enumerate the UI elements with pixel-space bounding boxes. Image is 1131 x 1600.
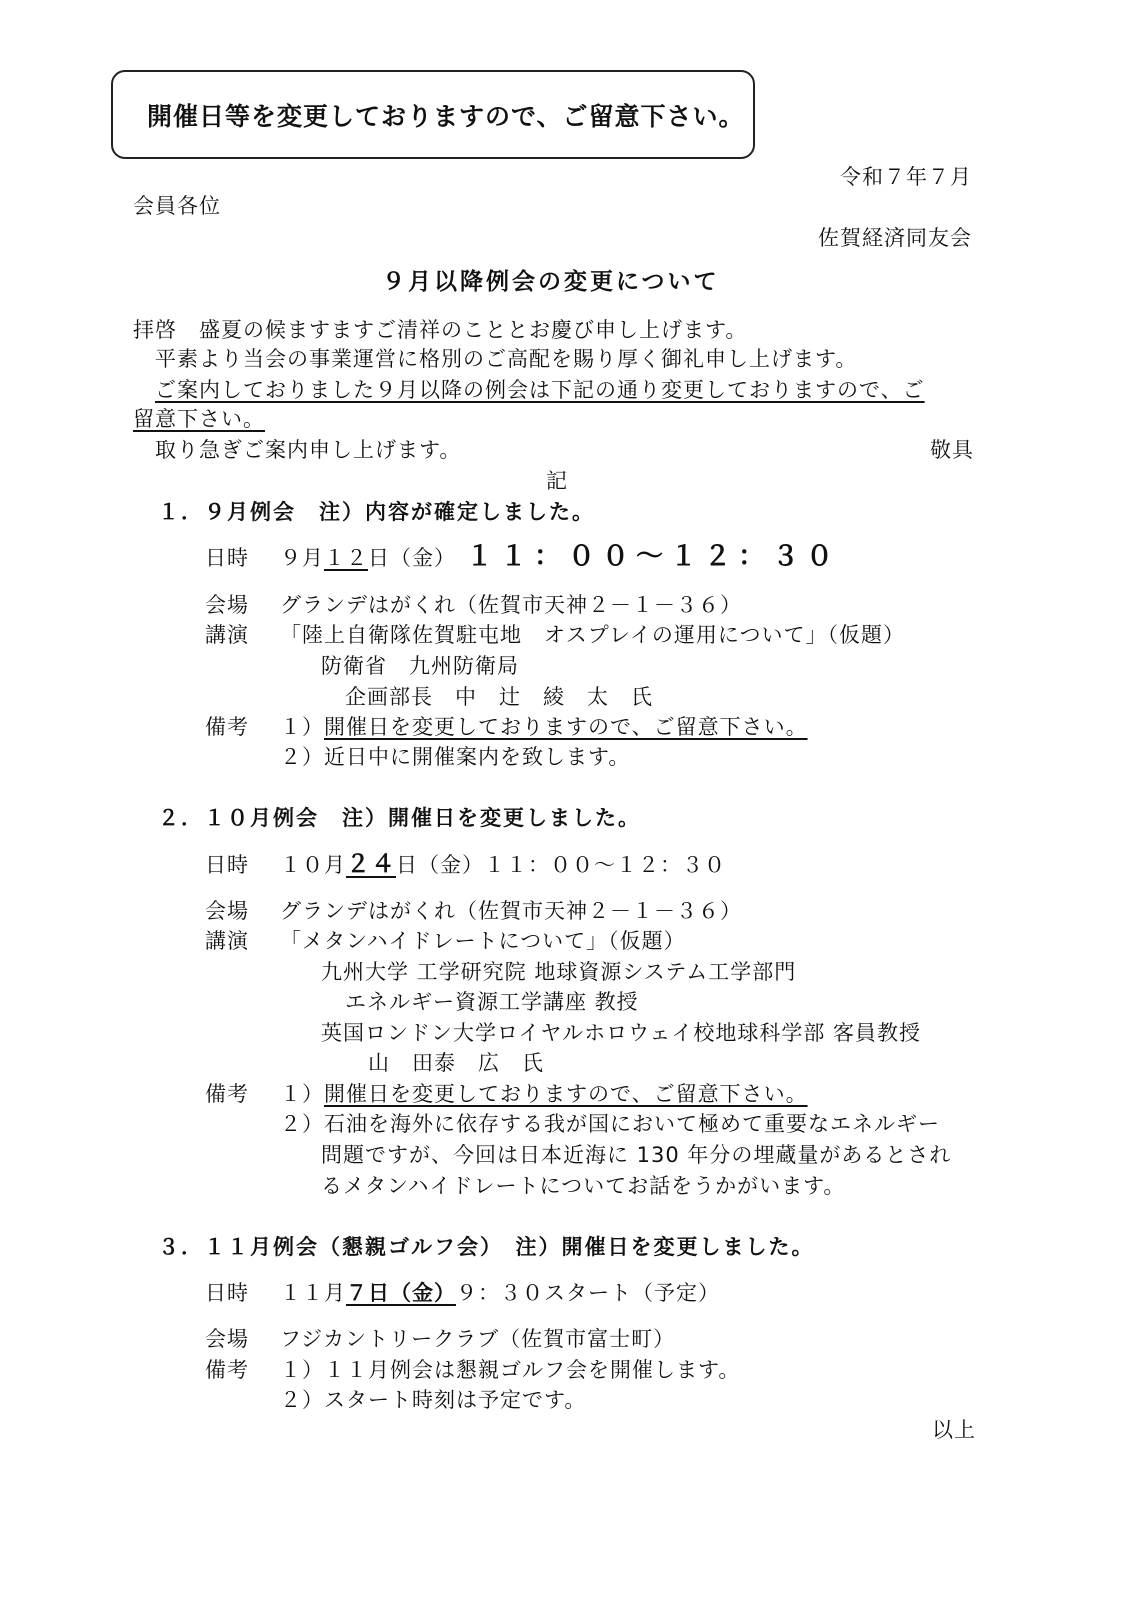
speaker-org-2: エネルギー資源工学講座 教授 <box>345 990 639 1014</box>
section-1-heading: １．９月例会 注）内容が確定しました。 <box>158 500 595 524</box>
intro-line-4: 留意下さい。 <box>133 407 265 431</box>
notice-box: 開催日等を変更しておりますので、ご留意下さい。 <box>111 70 755 159</box>
lecture-label: 講演 <box>205 929 249 953</box>
remarks-label: 備考 <box>205 1358 249 1382</box>
lecture-label: 講演 <box>205 623 249 647</box>
date-prefix: １１月 <box>280 1281 346 1305</box>
sender: 佐賀経済同友会 <box>818 226 972 250</box>
venue-label: 会場 <box>205 899 249 923</box>
time-range: １１：００～１２：３０ <box>466 541 840 572</box>
remark-text: 開催日を変更しておりますので、ご留意下さい。 <box>324 715 808 739</box>
datetime-label: 日時 <box>205 1281 249 1305</box>
section-1-venue <box>205 591 742 619</box>
remark-text: １）１１月例会は懇親ゴルフ会を開催します。 <box>280 1358 741 1382</box>
section-2-remark-2a: ２）石油を海外に依存する我が国において極めて重要なエネルギー <box>280 1112 940 1136</box>
remarks-label: 備考 <box>205 715 249 739</box>
section-2-heading: ２．１０月例会 注）開催日を変更しました。 <box>158 806 641 830</box>
venue-text: フジカントリークラブ（佐賀市富士町） <box>280 1327 676 1351</box>
section-1-lecture <box>205 621 905 649</box>
section-3-datetime <box>205 1279 720 1307</box>
venue-text: グランデはがくれ（佐賀市天神２－１－３６） <box>280 593 742 617</box>
remarks-label: 備考 <box>205 1082 249 1106</box>
date-prefix: ９月 <box>280 546 324 570</box>
lecture-title: 「陸上自衛隊佐賀駐屯地 オスプレイの運用について」（仮題） <box>280 623 905 647</box>
intro-line-2: 平素より当会の事業運営に格別のご高配を賜り厚く御礼申し上げます。 <box>155 347 858 371</box>
venue-label: 会場 <box>205 1327 249 1351</box>
datetime-label: 日時 <box>205 546 249 570</box>
date-day: ２４ <box>346 850 396 878</box>
section-3-remark-2: ２）スタート時刻は予定です。 <box>280 1388 587 1412</box>
date-suffix: 日（金） <box>368 546 456 570</box>
section-1-remark-1 <box>205 713 808 741</box>
document-date: 令和７年７月 <box>840 165 972 189</box>
speaker-org-1: 九州大学 工学研究院 地球資源システム工学部門 <box>321 960 797 984</box>
section-2-remark-1 <box>205 1080 808 1108</box>
date-prefix: １０月 <box>280 853 346 877</box>
date-suffix: 日（金）１１：００～１２：３０ <box>396 853 726 877</box>
closing-word: 敬具 <box>930 438 974 462</box>
speaker-name: 企画部長 中 辻 綾 太 氏 <box>345 685 653 709</box>
section-1-remark-2: ２）近日中に開催案内を致します。 <box>280 745 631 769</box>
intro-line-3: ご案内しておりました９月以降の例会は下記の通り変更しておりますので、ご <box>155 378 925 402</box>
date-day: ７日（金） <box>346 1281 456 1305</box>
section-1-datetime <box>205 543 840 572</box>
section-2-lecture <box>205 927 686 955</box>
ki-mark: 記 <box>546 469 568 493</box>
remark-text: 開催日を変更しておりますので、ご留意下さい。 <box>324 1082 808 1106</box>
greeting-line: 拝啓 盛夏の候ますますご清祥のこととお慶び申し上げます。 <box>133 318 748 342</box>
section-3-venue <box>205 1325 675 1353</box>
remark-number: １） <box>280 1082 324 1106</box>
venue-text: グランデはがくれ（佐賀市天神２－１－３６） <box>280 899 742 923</box>
speaker-org: 防衛省 九州防衛局 <box>321 654 519 678</box>
lecture-title: 「メタンハイドレートについて」（仮題） <box>280 929 686 953</box>
section-2-datetime <box>205 850 726 879</box>
venue-label: 会場 <box>205 593 249 617</box>
date-day: １２ <box>324 546 368 570</box>
section-3-remark-1 <box>205 1356 740 1384</box>
section-2-venue <box>205 897 742 925</box>
remark-number: １） <box>280 715 324 739</box>
section-3-heading: ３．１１月例会（懇親ゴルフ会） 注）開催日を変更しました。 <box>158 1235 815 1259</box>
speaker-name: 山 田泰 広 氏 <box>368 1051 544 1075</box>
intro-line-5: 取り急ぎご案内申し上げます。 <box>155 438 462 462</box>
section-2-remark-2b: 問題ですが、今回は日本近海に 130 年分の埋蔵量があるとされ <box>321 1143 952 1167</box>
addressee: 会員各位 <box>133 194 221 218</box>
date-suffix: ９：３０スタート（予定） <box>456 1281 720 1305</box>
datetime-label: 日時 <box>205 853 249 877</box>
speaker-org-3: 英国ロンドン大学ロイヤルホロウェイ校地球科学部 客員教授 <box>321 1021 921 1045</box>
page-title: ９月以降例会の変更について <box>382 269 720 295</box>
ending-word: 以上 <box>932 1418 976 1442</box>
section-2-remark-2c: るメタンハイドレートについてお話をうかがいます。 <box>321 1174 846 1198</box>
